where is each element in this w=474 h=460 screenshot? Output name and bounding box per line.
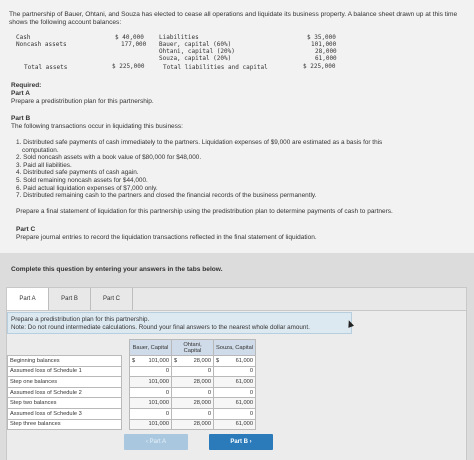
part-b-final-text: Prepare a final statement of liquidation for this partnership using the predistribution plan to determine payments of cash to partners. (16, 208, 393, 215)
cell-value: 61,000 (235, 357, 253, 364)
predistribution-plan-table (7, 339, 256, 430)
souza-cell[interactable]: 0 (214, 387, 256, 398)
list-item: 2. Sold noncash assets with a book value of $80,000 for $48,000. (16, 154, 202, 162)
row-label: Beginning balances (8, 356, 122, 367)
row-gap (122, 419, 130, 430)
total-liabilities-capital-value: $ 225,000 (303, 63, 336, 70)
row-gap (122, 398, 130, 409)
total-assets-value: $ 225,000 (112, 63, 145, 70)
dollar-sign: $ (174, 357, 178, 364)
bauer-cell: 101,000 (130, 419, 172, 430)
ohtani-cell[interactable]: 0 (172, 387, 214, 398)
row-label: Assumed loss of Schedule 2 (8, 387, 122, 398)
liabilities-label: Liabilities (159, 34, 199, 41)
instructions-line-1: Prepare a predistribution plan for this partnership. (11, 316, 150, 323)
part-a-text: Prepare a predistribution plan for this partnership. (11, 98, 154, 105)
table-header-row (8, 340, 256, 356)
bauer-capital-value: 101,000 (311, 41, 337, 48)
part-a-title: Part A (11, 90, 30, 97)
bauer-cell[interactable] (130, 356, 172, 367)
row-label: Step three balances (8, 419, 122, 430)
ohtani-cell: 28,000 (172, 377, 214, 388)
part-b-text: The following transactions occur in liquidating this business: (11, 123, 183, 130)
bauer-capital-header: Bauer, Capital (130, 340, 172, 356)
cell-value: 28,000 (193, 357, 211, 364)
souza-cell: 61,000 (214, 398, 256, 409)
list-item: computation. (22, 146, 59, 154)
part-b-title: Part B (11, 115, 31, 122)
table-row (8, 419, 256, 430)
list-item: 3. Paid all liabilities. (16, 161, 72, 169)
part-c-text: Prepare journal entries to record the liquidation transactions reflected in the final statement of liquidation. (16, 234, 317, 241)
transaction-list (16, 139, 461, 200)
cell-value: 101,000 (148, 357, 169, 364)
header-gap (122, 340, 130, 356)
table-row (8, 356, 256, 367)
bauer-cell: 101,000 (130, 377, 172, 388)
part-b-section (11, 115, 183, 131)
bauer-cell[interactable]: 0 (130, 408, 172, 419)
previous-part-button[interactable]: ‹ Part A (124, 434, 188, 450)
cash-label: Cash (16, 34, 31, 41)
row-label: Step two balances (8, 398, 122, 409)
part-c-section (16, 226, 317, 242)
ohtani-cell[interactable]: 0 (172, 408, 214, 419)
table-row (8, 366, 256, 377)
required-section (11, 82, 154, 106)
cash-value: $ 40,000 (115, 34, 144, 41)
row-label: Step one balances (8, 377, 122, 388)
souza-cell[interactable] (214, 356, 256, 367)
bauer-capital-label: Bauer, capital (60%) (159, 41, 232, 48)
bauer-cell: 101,000 (130, 398, 172, 409)
total-liabilities-capital-label: Total liabilities and capital (163, 64, 268, 71)
part-c-title: Part C (16, 226, 36, 233)
ohtani-cell: 28,000 (172, 419, 214, 430)
header-blank (8, 340, 122, 356)
list-item: 5. Sold remaining noncash assets for $44,000. (16, 176, 148, 184)
table-row (8, 387, 256, 398)
next-part-button[interactable]: Part B › (209, 434, 273, 450)
row-gap (122, 356, 130, 367)
noncash-label: Noncash assets (16, 41, 67, 48)
intro-text: The partnership of Bauer, Ohtani, and Souza has elected to cease all operations and liquidate its business property. A balance sheet drawn up at this time shows the following account balances: (9, 11, 458, 26)
row-gap (122, 377, 130, 388)
total-assets-label: Total assets (24, 64, 68, 71)
instructions-line-2: Note: Do not round intermediate calculations. Round your final answers to the nearest whole dollar amount. (11, 323, 310, 331)
instructions-box (7, 312, 352, 334)
list-item: 1. Distributed safe payments of cash immediately to the partners. Liquidation expenses of $9,000 are estimated as a basis for this (16, 139, 383, 146)
dollar-sign: $ (132, 357, 136, 364)
list-item: 6. Paid actual liquidation expenses of $7,000 only. (16, 184, 158, 192)
ohtani-cell[interactable]: 0 (172, 366, 214, 377)
ohtani-capital-label: Ohtani, capital (20%) (159, 48, 235, 55)
ohtani-cell: 28,000 (172, 398, 214, 409)
complete-instructions: Complete this question by entering your answers in the tabs below. (11, 266, 223, 273)
bauer-cell[interactable]: 0 (130, 387, 172, 398)
souza-capital-value: 61,000 (315, 55, 337, 62)
row-label: Assumed loss of Schedule 3 (8, 408, 122, 419)
ohtani-capital-value: 28,000 (315, 48, 337, 55)
tab-part-b[interactable]: Part B (49, 288, 91, 310)
tab-bar (6, 287, 467, 311)
liabilities-value: $ 35,000 (307, 34, 336, 41)
table-row (8, 408, 256, 419)
tab-part-c[interactable]: Part C (91, 288, 133, 310)
souza-cell: 61,000 (214, 377, 256, 388)
row-label: Assumed loss of Schedule 1 (8, 366, 122, 377)
required-title: Required: (11, 82, 42, 89)
noncash-value: 177,000 (121, 41, 147, 48)
ohtani-cell[interactable] (172, 356, 214, 367)
tab-part-a[interactable]: Part A (7, 288, 49, 310)
souza-capital-header: Souza, Capital (214, 340, 256, 356)
souza-capital-label: Souza, capital (20%) (159, 55, 232, 62)
table-row (8, 377, 256, 388)
row-gap (122, 366, 130, 377)
list-item: 4. Distributed safe payments of cash again. (16, 169, 139, 177)
row-gap (122, 408, 130, 419)
souza-cell[interactable]: 0 (214, 408, 256, 419)
table-row (8, 398, 256, 409)
dollar-sign: $ (216, 357, 220, 364)
souza-cell[interactable]: 0 (214, 366, 256, 377)
bauer-cell[interactable]: 0 (130, 366, 172, 377)
row-gap (122, 387, 130, 398)
ohtani-capital-header: Ohtani, Capital (172, 340, 214, 356)
souza-cell: 61,000 (214, 419, 256, 430)
list-item: 7. Distributed remaining cash to the partners and closed the financial records of the business permanently. (16, 192, 317, 200)
